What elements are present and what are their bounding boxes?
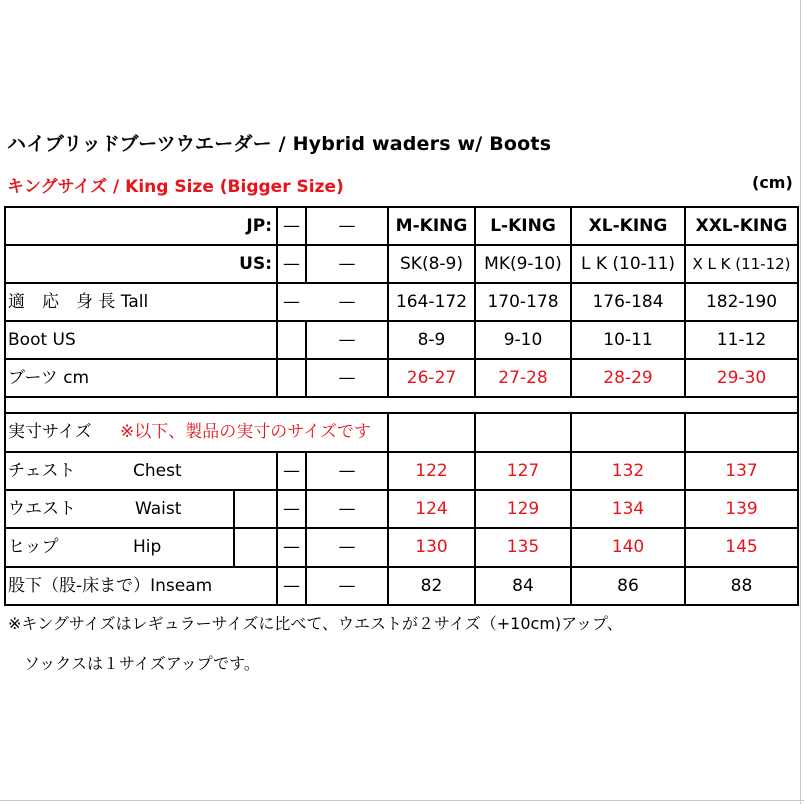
dash: —: [283, 537, 300, 557]
dash: —: [338, 367, 356, 388]
boot-us-value: 9-10: [503, 329, 543, 350]
footnote-king-size: ※キングサイズはレギュラーサイズに比べて、ウエストが２サイズ（+10cm)アップ、: [8, 614, 623, 633]
row-label-chest-en: Chest: [133, 460, 182, 481]
boot-cm-value: 27-28: [498, 367, 548, 388]
frame-border-right: [800, 0, 801, 804]
dash: —: [338, 253, 356, 274]
unit-label: (cm): [752, 173, 793, 192]
dash: —: [283, 291, 300, 312]
dash: —: [338, 215, 356, 236]
us-size-mk: MK(9-10): [484, 253, 562, 274]
row-label-inseam: 股下（股-床まで）Inseam: [8, 575, 213, 596]
row-label-boot-us: Boot US: [8, 329, 76, 350]
dash: —: [338, 329, 356, 350]
dash: —: [338, 575, 356, 596]
us-size-xlk: X L K (11-12): [692, 254, 791, 273]
waist-value: 124: [415, 498, 448, 519]
dash: —: [283, 575, 300, 596]
waist-value: 129: [506, 498, 540, 519]
size-xxl-king: XXL-KING: [695, 215, 788, 236]
row-label-boot-cm: ブーツ cm: [8, 367, 90, 388]
dash: —: [338, 460, 356, 481]
row-label-waist-jp: ウエスト: [8, 498, 76, 519]
inseam-value: 82: [420, 575, 443, 596]
size-l-king: L-KING: [490, 215, 556, 236]
chest-value: 127: [506, 460, 540, 481]
row-label-chest-jp: チェスト: [8, 460, 76, 481]
us-header-label: US:: [239, 253, 272, 274]
waist-value: 134: [611, 498, 645, 519]
boot-us-value: 10-11: [603, 329, 653, 350]
jp-header-label: JP:: [246, 215, 272, 236]
row-label-hip-jp: ヒップ: [8, 537, 59, 557]
tall-value: 176-184: [592, 291, 664, 312]
row-label-actual-size: 実寸サイズ: [8, 422, 92, 442]
tall-value: 182-190: [705, 291, 778, 312]
us-size-sk: SK(8-9): [400, 253, 463, 274]
tall-value: 164-172: [395, 291, 468, 312]
frame-border-bottom: [0, 800, 804, 801]
hip-value: 140: [611, 537, 645, 557]
inseam-value: 86: [617, 575, 639, 596]
page-title: ハイブリッドブーツウエーダー / Hybrid waders w/ Boots: [7, 133, 552, 155]
actual-size-note: ※以下、製品の実寸のサイズです: [120, 422, 371, 442]
inseam-value: 84: [512, 575, 534, 596]
row-label-hip-en: Hip: [133, 537, 162, 557]
chest-value: 132: [611, 460, 645, 481]
dash: —: [338, 291, 356, 312]
hip-value: 135: [506, 537, 540, 557]
waist-value: 139: [725, 498, 758, 519]
table-line: [233, 489, 235, 567]
table-line: [4, 604, 799, 606]
hip-value: 130: [415, 537, 448, 557]
inseam-value: 88: [730, 575, 753, 596]
chest-value: 122: [415, 460, 448, 481]
dash: —: [283, 460, 300, 481]
boot-cm-value: 26-27: [406, 367, 457, 388]
row-label-waist-en: Waist: [135, 498, 182, 519]
dash: —: [283, 215, 300, 236]
subtitle-king-size: キングサイズ / King Size (Bigger Size): [7, 177, 344, 197]
tall-value: 170-178: [487, 291, 559, 312]
dash: —: [338, 537, 356, 557]
size-m-king: M-KING: [395, 215, 468, 236]
table-line: [4, 396, 799, 398]
boot-cm-value: 28-29: [603, 367, 653, 388]
dash: —: [338, 498, 356, 519]
row-label-tall: 適 応 身 長 Tall: [8, 291, 149, 312]
footnote-socks: ソックスは１サイズアップです。: [24, 654, 260, 673]
dash: —: [283, 498, 300, 519]
chest-value: 137: [725, 460, 758, 481]
table-line: [797, 206, 799, 606]
boot-us-value: 8-9: [417, 329, 446, 350]
dash: —: [283, 253, 300, 274]
size-xl-king: XL-KING: [588, 215, 668, 236]
boot-us-value: 11-12: [716, 329, 767, 350]
hip-value: 145: [725, 537, 758, 557]
us-size-lk: L K (10-11): [580, 253, 676, 274]
boot-cm-value: 29-30: [716, 367, 767, 388]
